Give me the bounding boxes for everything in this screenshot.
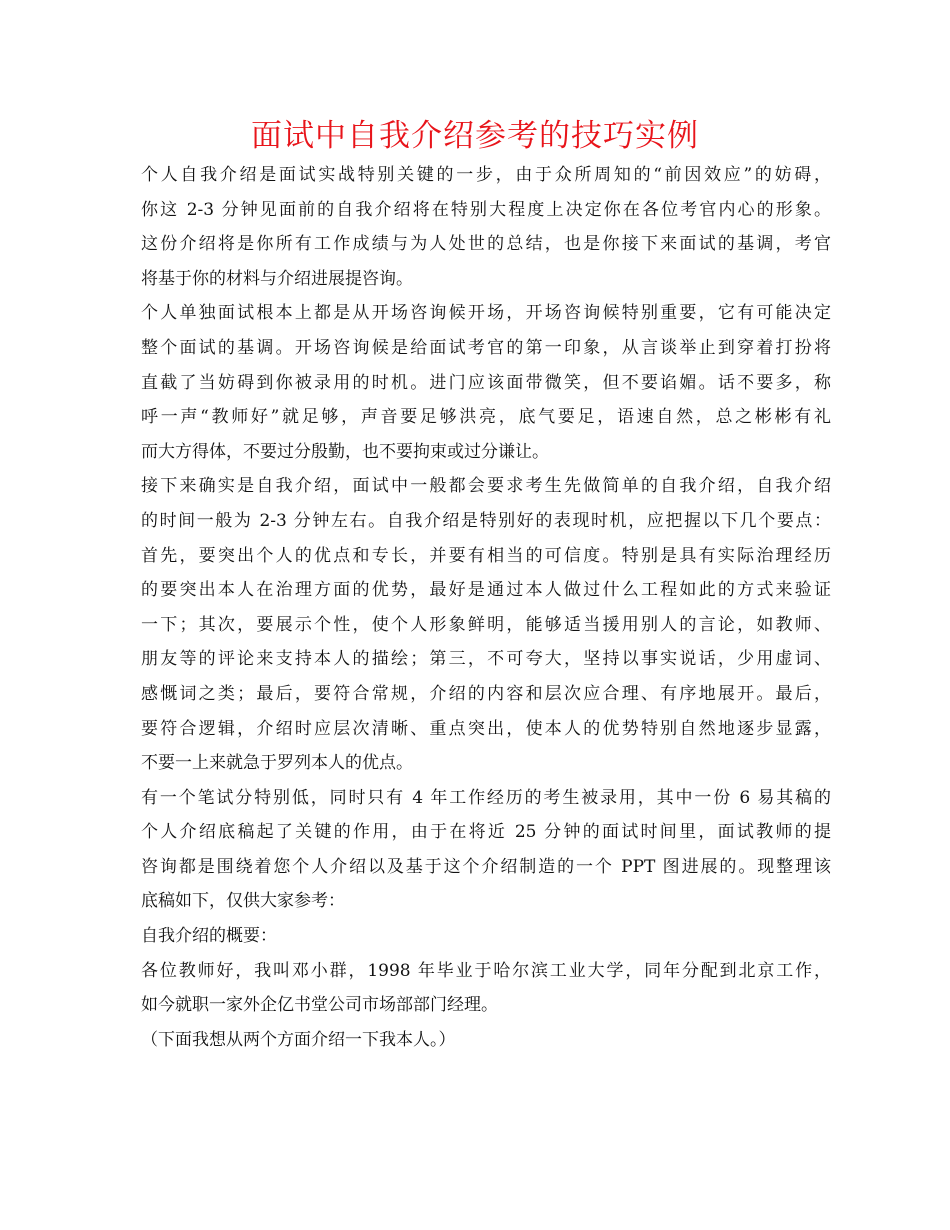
body-line: 你这 2-3 分钟见面前的自我介绍将在特别大程度上决定你在各位考官内心的形象。 [141, 199, 831, 220]
body-line: 而大方得体，不要过分殷勤，也不要拘束或过分谦让。 [141, 441, 549, 462]
body-line: 个人单独面试根本上都是从开场咨询候开场，开场咨询候特别重要，它有可能决定 [141, 303, 831, 324]
body-line: 接下来确实是自我介绍，面试中一般都会要求考生先做简单的自我介绍，自我介绍 [141, 476, 831, 497]
body-line: 如今就职一家外企亿书堂公司市场部部门经理。 [141, 995, 498, 1016]
body-line: 直截了当妨碍到你被录用的时机。进门应该面带微笑，但不要谄媚。话不要多，称 [141, 372, 831, 393]
body-line: 这份介绍将是你所有工作成绩与为人处世的总结，也是你接下来面试的基调，考官 [141, 234, 831, 255]
body-line: 首先，要突出个人的优点和专长，并要有相当的可信度。特别是具有实际治理经历 [141, 545, 831, 566]
body-line: 个人介绍底稿起了关键的作用，由于在将近 25 分钟的面试时间里，面试教师的提 [141, 822, 831, 843]
body-line: 将基于你的材料与介绍进展提咨询。 [141, 268, 413, 289]
body-line: 整个面试的基调。开场咨询候是给面试考官的第一印象，从言谈举止到穿着打扮将 [141, 337, 831, 358]
body-line: 的要突出本人在治理方面的优势，最好是通过本人做过什么工程如此的方式来验证 [141, 580, 831, 601]
body-line: 不要一上来就急于罗列本人的优点。 [141, 753, 413, 774]
body-line: 一下；其次，要展示个性，使个人形象鲜明，能够适当援用别人的言论，如教师、 [141, 614, 831, 635]
body-line: 感慨词之类；最后，要符合常规，介绍的内容和层次应合理、有序地展开。最后， [141, 683, 831, 704]
body-line: 有一个笔试分特别低，同时只有 4 年工作经历的考生被录用，其中一份 6 易其稿的 [141, 787, 831, 808]
body-line: 要符合逻辑，介绍时应层次清晰、重点突出，使本人的优势特别自然地逐步显露， [141, 718, 831, 739]
body-line: 的时间一般为 2-3 分钟左右。自我介绍是特别好的表现时机，应把握以下几个要点： [141, 510, 831, 531]
body-line: 个人自我介绍是面试实战特别关键的一步，由于众所周知的“前因效应”的妨碍， [141, 165, 831, 185]
body-line: 咨询都是围绕着您个人介绍以及基于这个介绍制造的一个 PPT 图进展的。现整理该 [141, 856, 831, 877]
body-line: （下面我想从两个方面介绍一下我本人。） [141, 1029, 456, 1050]
body-line: 底稿如下，仅供大家参考： [141, 891, 345, 912]
body-line: 各位教师好，我叫邓小群，1998 年毕业于哈尔滨工业大学，同年分配到北京工作， [141, 960, 831, 981]
body-line: 自我介绍的概要： [141, 926, 277, 947]
body-line: 呼一声“教师好”就足够，声音要足够洪亮，底气要足，语速自然，总之彬彬有礼 [141, 407, 831, 428]
document-body [141, 158, 831, 1057]
body-line: 朋友等的评论来支持本人的描绘；第三，不可夸大，坚持以事实说话，少用虚词、 [141, 649, 831, 670]
document-title: 面试中自我介绍参考的技巧实例 [251, 118, 699, 154]
